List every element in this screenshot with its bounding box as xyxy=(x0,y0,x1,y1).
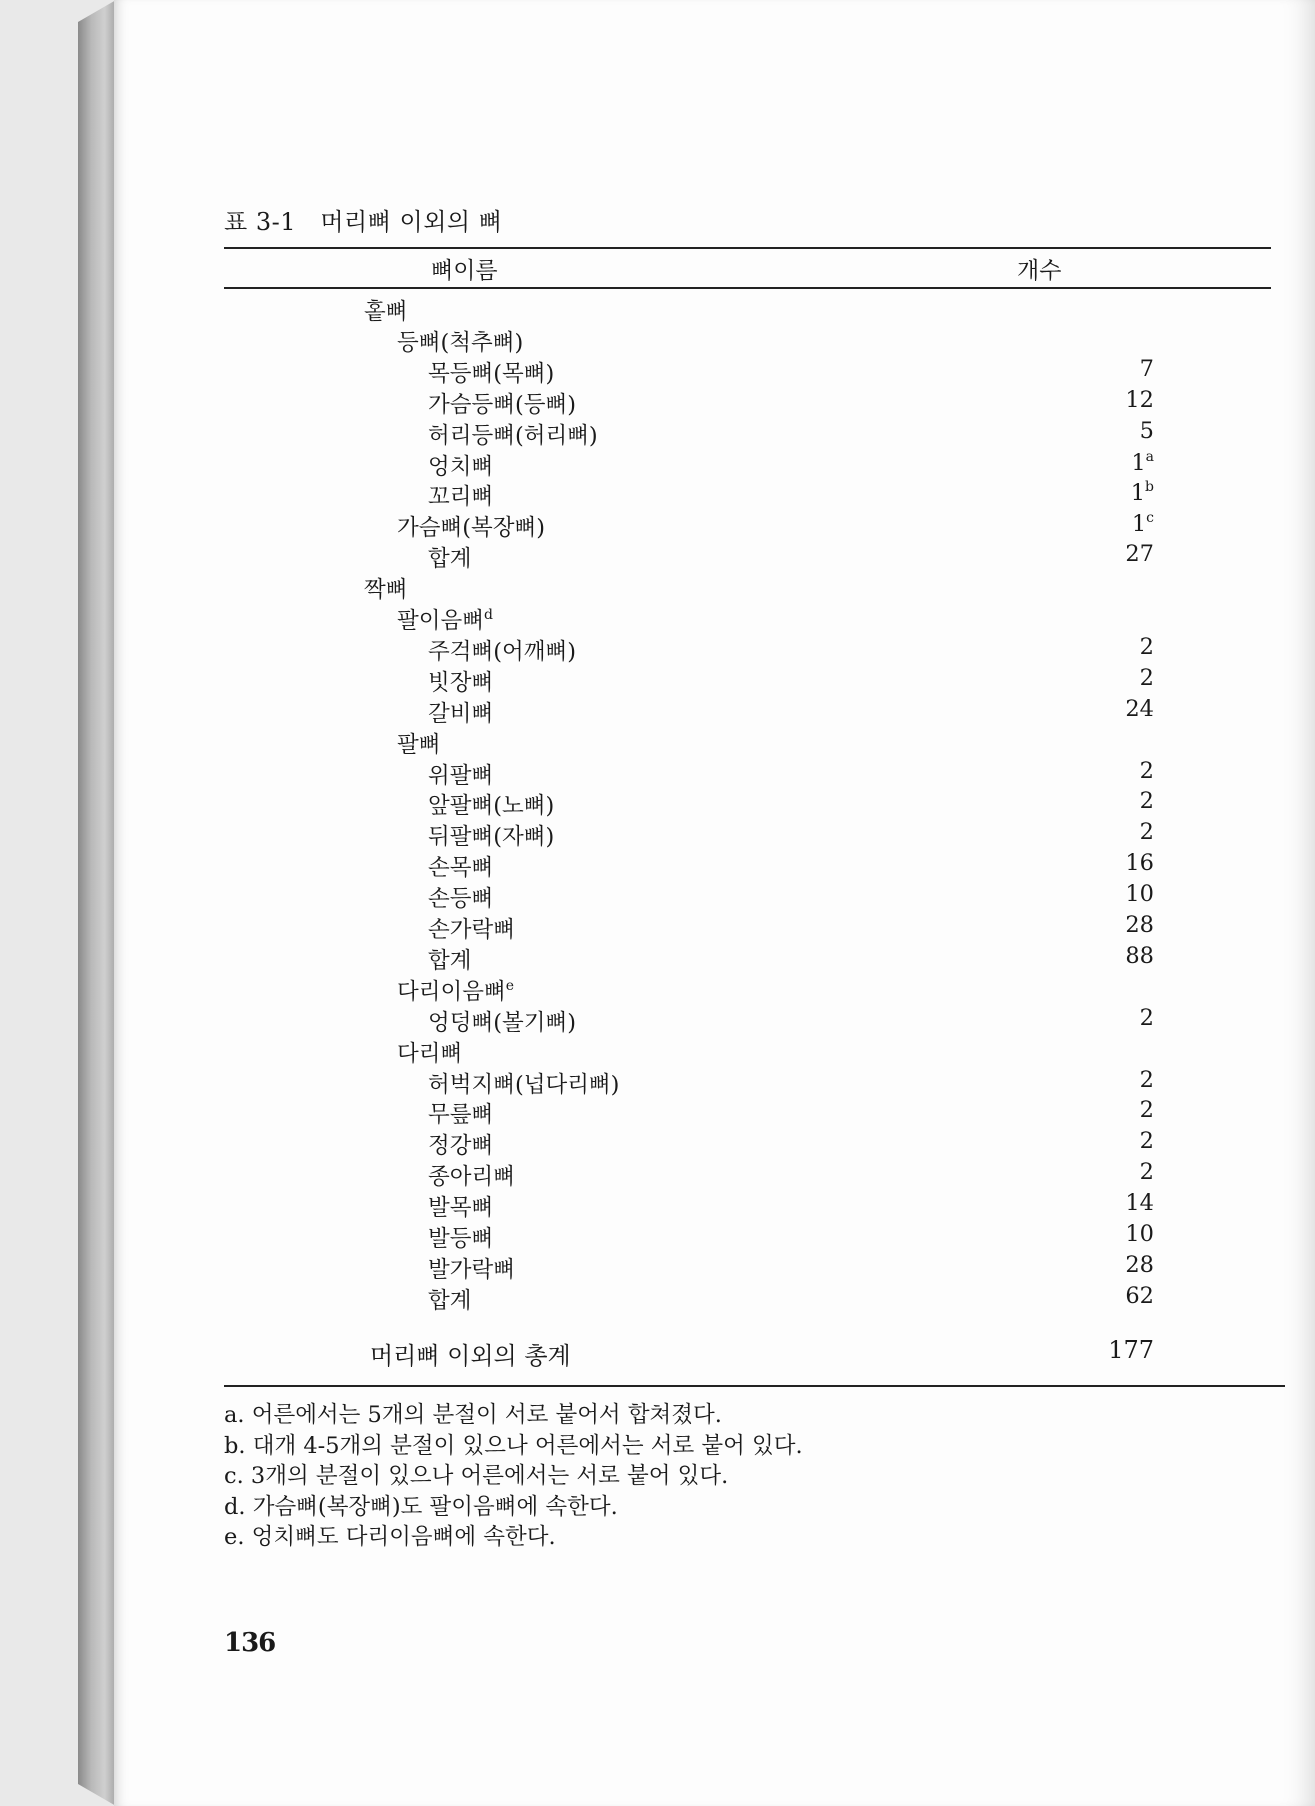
table-row xyxy=(114,1190,1315,1221)
bone-count-value: 2 xyxy=(1139,788,1154,815)
bone-count-value: 2 xyxy=(1139,1004,1154,1031)
table-row xyxy=(114,356,1315,387)
column-header-name: 뼈이름 xyxy=(431,258,498,284)
table-row xyxy=(114,727,1315,758)
bone-name xyxy=(428,1221,493,1253)
bone-name-text: 갈비뼈 xyxy=(428,700,494,727)
bone-name xyxy=(428,1283,471,1315)
table-row xyxy=(114,819,1315,850)
table-row xyxy=(114,881,1315,912)
footnote-marker: a xyxy=(1145,448,1154,465)
page-number: 136 xyxy=(224,1628,276,1658)
table-row xyxy=(114,1128,1315,1159)
footnote-marker: e xyxy=(505,977,514,994)
bone-name-text: 팔이음뼈 xyxy=(397,608,484,634)
bone-count xyxy=(1125,387,1154,413)
bone-name-text: 합계 xyxy=(428,1287,472,1314)
table-row xyxy=(114,974,1315,1005)
bone-count xyxy=(1125,943,1154,969)
table-row xyxy=(114,696,1315,727)
bone-name-text: 목등뼈(목뼈) xyxy=(428,360,555,387)
bone-name xyxy=(428,1067,619,1099)
grand-total-count: 177 xyxy=(1108,1336,1154,1364)
book-page xyxy=(114,0,1315,1806)
column-header-count: 개수 xyxy=(1017,258,1062,284)
bone-name xyxy=(428,541,471,573)
bone-name xyxy=(397,325,523,357)
bone-name xyxy=(428,418,598,450)
bone-count xyxy=(1140,1128,1154,1154)
book-spine xyxy=(78,0,116,1806)
bone-name xyxy=(428,912,515,944)
bone-name xyxy=(397,1036,462,1068)
bone-name xyxy=(428,881,493,913)
bone-count xyxy=(1125,696,1154,722)
bone-name-text: 무릎뼈 xyxy=(428,1102,494,1129)
bone-name-text: 등뼈(척추뼈) xyxy=(397,329,524,356)
bone-count xyxy=(1125,912,1154,938)
bone-name xyxy=(428,356,554,388)
bone-count xyxy=(1131,479,1154,506)
bone-name-text: 팔뼈 xyxy=(397,731,441,758)
table-row xyxy=(114,1005,1315,1036)
table-row xyxy=(114,1221,1315,1252)
bone-name-text: 다리이음뼈 xyxy=(397,978,506,1005)
bone-name-text: 가슴등뼈(등뼈) xyxy=(428,391,576,418)
bone-name xyxy=(397,727,440,759)
bone-count-value: 88 xyxy=(1125,942,1154,969)
bone-name xyxy=(364,294,407,326)
bone-count xyxy=(1125,1221,1154,1247)
bone-name xyxy=(428,479,493,511)
bone-name xyxy=(428,1252,515,1284)
bone-count-value: 62 xyxy=(1125,1282,1154,1309)
table-row xyxy=(114,1283,1315,1314)
bone-name-text: 주걱뼈(어깨뼈) xyxy=(428,638,576,665)
bone-count xyxy=(1125,850,1154,876)
table-row xyxy=(114,479,1315,510)
bone-count xyxy=(1140,356,1154,382)
bone-count-value: 2 xyxy=(1139,757,1154,784)
bone-count-value: 12 xyxy=(1125,386,1154,413)
bone-name xyxy=(428,387,576,419)
table-header-rule xyxy=(224,287,1271,289)
table-row xyxy=(114,1097,1315,1128)
bone-name-text: 엉치뼈 xyxy=(428,453,494,480)
bone-count xyxy=(1140,1067,1154,1093)
bone-count xyxy=(1131,449,1154,476)
bone-name-text: 손등뼈 xyxy=(428,886,494,913)
bone-name-text: 앞팔뼈(노뼈) xyxy=(428,793,555,820)
bone-count xyxy=(1125,881,1154,907)
table-row xyxy=(114,325,1315,356)
bone-count-value: 2 xyxy=(1139,633,1154,660)
bone-name-text: 발등뼈 xyxy=(428,1226,494,1252)
bone-count-value: 24 xyxy=(1125,695,1154,722)
table-row xyxy=(114,788,1315,819)
grand-total-row xyxy=(114,1336,1315,1370)
table-row xyxy=(114,1067,1315,1098)
bone-name-text: 홑뼈 xyxy=(364,299,408,325)
bone-count xyxy=(1125,1283,1154,1309)
bone-count-value: 28 xyxy=(1125,1251,1154,1278)
table-row xyxy=(114,634,1315,665)
bone-count-value: 2 xyxy=(1139,1097,1154,1124)
bone-count-value: 7 xyxy=(1139,355,1154,382)
table-row xyxy=(114,449,1315,480)
table-row xyxy=(114,943,1315,974)
table-row xyxy=(114,294,1315,325)
bone-name xyxy=(428,943,471,975)
bone-name-text: 종아리뼈 xyxy=(428,1164,515,1191)
table-row xyxy=(114,758,1315,789)
bone-count-value: 1 xyxy=(1131,511,1147,538)
footnote-d: d. 가슴뼈(복장뼈)도 팔이음뼈에 속한다. xyxy=(224,1493,618,1520)
footnote-a: a. 어른에서는 5개의 분절이 서로 붙어서 합쳐졌다. xyxy=(224,1402,722,1428)
bone-count xyxy=(1125,1190,1154,1216)
table-caption: 표 3-1 머리뼈 이외의 뼈 xyxy=(224,208,503,236)
bone-count-value: 2 xyxy=(1139,664,1154,691)
bone-count-value: 10 xyxy=(1125,1221,1154,1247)
bone-name xyxy=(428,1097,493,1129)
bone-name xyxy=(428,819,554,851)
bone-count xyxy=(1140,819,1154,845)
footnote-marker: c xyxy=(1146,510,1154,527)
bone-name-text: 가슴뼈(복장뼈) xyxy=(397,515,545,542)
table-row xyxy=(114,912,1315,943)
footnote-e: e. 엉치뼈도 다리이음뼈에 속한다. xyxy=(224,1524,556,1550)
bone-name xyxy=(364,572,407,604)
table-row xyxy=(114,665,1315,696)
bone-name xyxy=(428,696,493,728)
bone-name-text: 합계 xyxy=(428,546,472,573)
bone-name-text: 엉덩뼈(볼기뼈) xyxy=(428,1009,576,1036)
footnote-marker: b xyxy=(1145,479,1154,496)
bone-name-text: 위팔뼈 xyxy=(428,762,494,789)
footnote-c: c. 3개의 분절이 있으나 어른에서는 서로 붙어 있다. xyxy=(224,1463,729,1489)
bone-name-text: 꼬리뼈 xyxy=(428,484,494,511)
bone-count-value: 14 xyxy=(1125,1190,1154,1217)
bone-count-value: 2 xyxy=(1139,1066,1154,1093)
table-row xyxy=(114,418,1315,449)
bone-count-value: 2 xyxy=(1139,1159,1154,1186)
bone-count-value: 1 xyxy=(1131,449,1146,476)
bone-count-value: 2 xyxy=(1139,1128,1154,1155)
bone-count xyxy=(1140,665,1154,691)
bone-name xyxy=(428,788,554,820)
bone-count-value: 27 xyxy=(1125,541,1154,568)
table-top-rule xyxy=(224,247,1271,249)
bone-count xyxy=(1140,418,1154,444)
table-row xyxy=(114,510,1315,541)
bone-count-value: 28 xyxy=(1125,912,1154,938)
bone-name xyxy=(428,634,576,666)
bone-name-text: 정강뼈 xyxy=(428,1133,494,1160)
bone-count xyxy=(1140,1005,1154,1031)
bone-count-value: 10 xyxy=(1125,881,1154,908)
footnote-marker: d xyxy=(483,607,493,623)
table-bottom-rule xyxy=(224,1385,1285,1387)
bone-name xyxy=(428,665,493,697)
bone-count xyxy=(1125,541,1154,567)
bone-name-text: 허리등뼈(허리뼈) xyxy=(428,422,598,449)
bone-count xyxy=(1140,758,1154,784)
bone-count-value: 5 xyxy=(1139,417,1154,444)
table-row xyxy=(114,603,1315,634)
grand-total-label: 머리뼈 이외의 총계 xyxy=(370,1342,571,1370)
bone-name-text: 손가락뼈 xyxy=(428,917,515,943)
bone-name xyxy=(428,1128,493,1160)
footnote-b: b. 대개 4-5개의 분절이 있으나 어른에서는 서로 붙어 있다. xyxy=(224,1432,803,1459)
bone-count xyxy=(1132,510,1154,537)
bone-name-text: 뒤팔뼈(자뼈) xyxy=(428,824,555,851)
bone-count-value: 16 xyxy=(1125,850,1154,877)
bone-count xyxy=(1140,788,1154,814)
footnotes xyxy=(224,1400,803,1553)
bone-name xyxy=(397,510,545,542)
bone-name-text: 발목뼈 xyxy=(428,1195,494,1222)
bone-name xyxy=(428,1159,515,1191)
bone-name xyxy=(397,603,493,635)
bone-name-text: 허벅지뼈(넙다리뼈) xyxy=(428,1071,620,1098)
bone-name xyxy=(428,850,493,882)
table-row xyxy=(114,387,1315,418)
table-row xyxy=(114,1159,1315,1190)
table-row xyxy=(114,572,1315,603)
bone-name xyxy=(428,1190,493,1222)
bone-name xyxy=(428,1005,576,1037)
bone-count-value: 2 xyxy=(1139,819,1154,846)
bone-name-text: 다리뼈 xyxy=(397,1040,463,1067)
bone-name-text: 합계 xyxy=(428,947,472,974)
bone-name-text: 발가락뼈 xyxy=(428,1256,515,1283)
bone-name xyxy=(397,974,514,1006)
bone-count-value: 1 xyxy=(1130,480,1146,507)
bone-count xyxy=(1140,1159,1154,1185)
bone-name-text: 빗장뼈 xyxy=(428,669,494,696)
bone-count xyxy=(1140,1097,1154,1123)
bone-name xyxy=(428,758,493,790)
bone-name-text: 짝뼈 xyxy=(364,577,408,604)
table-row xyxy=(114,1036,1315,1067)
table-row xyxy=(114,541,1315,572)
table-row xyxy=(114,1252,1315,1283)
bone-name-text: 손목뼈 xyxy=(428,855,494,882)
bone-count xyxy=(1125,1252,1154,1278)
table-row xyxy=(114,850,1315,881)
bone-name xyxy=(428,449,493,481)
bone-count xyxy=(1140,634,1154,660)
